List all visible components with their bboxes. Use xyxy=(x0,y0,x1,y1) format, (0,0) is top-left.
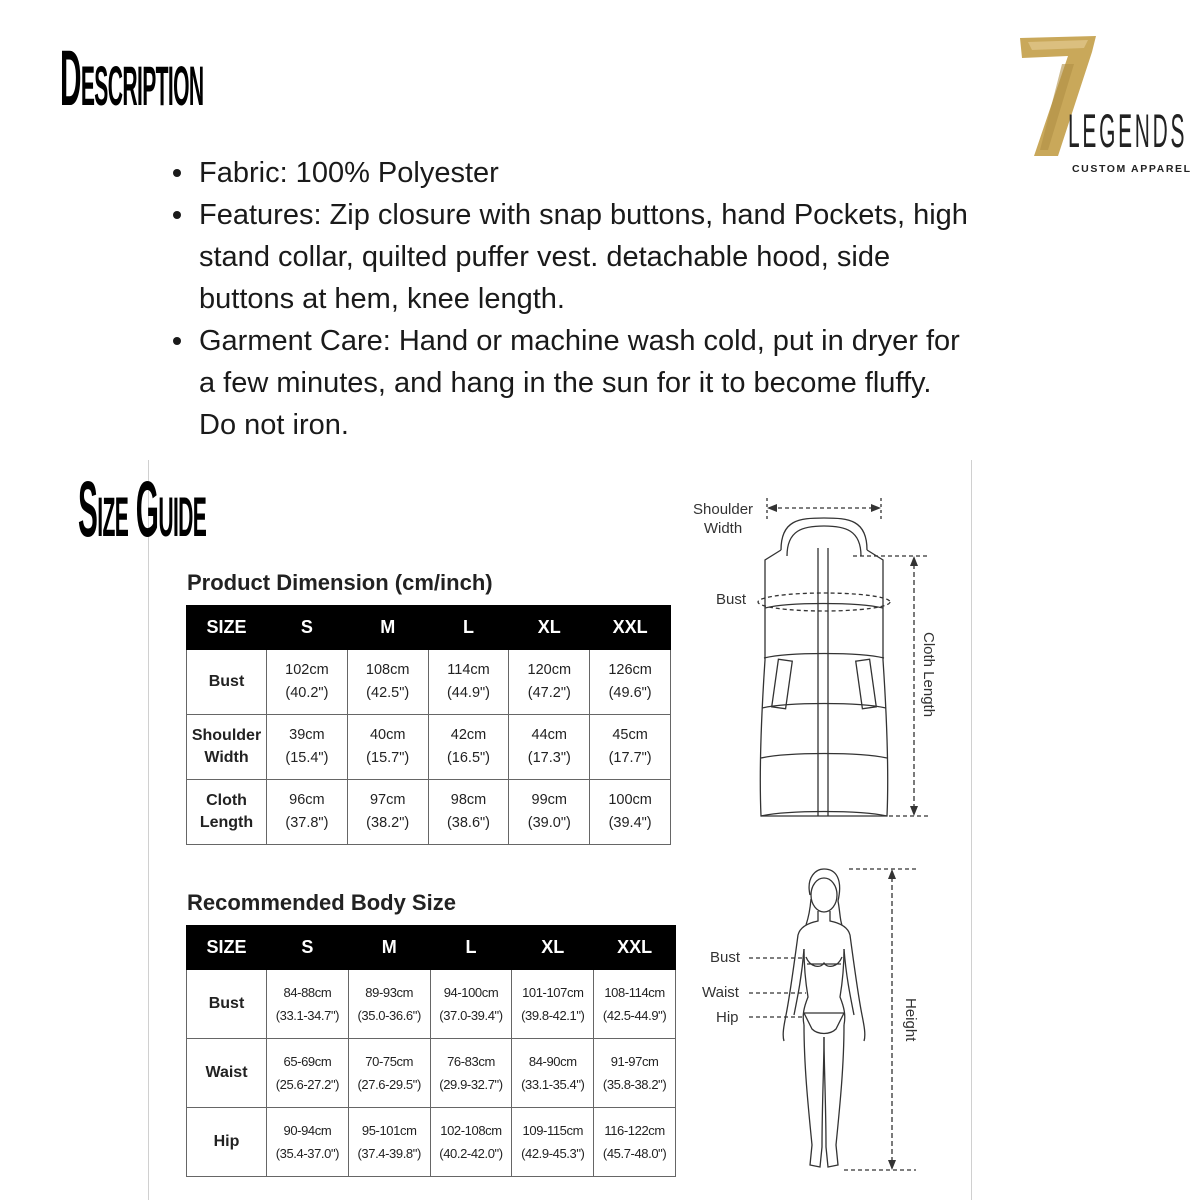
column-header-size: SIZE xyxy=(187,606,267,650)
vest-length-label: Cloth Length xyxy=(920,632,937,718)
vest-diagram xyxy=(729,490,939,830)
body-size-title: Recommended Body Size xyxy=(187,890,456,915)
table-cell: 45cm (17.7") xyxy=(590,715,671,780)
table-cell: 42cm (16.5") xyxy=(428,715,509,780)
column-header-m: M xyxy=(348,926,430,970)
table-cell: 97cm (38.2") xyxy=(347,780,428,845)
column-header-size: SIZE xyxy=(187,926,267,970)
table-cell: 109-115cm (42.9-45.3") xyxy=(512,1108,594,1177)
body-height-label: Height xyxy=(902,998,919,1042)
table-cell: 65-69cm (25.6-27.2") xyxy=(267,1039,349,1108)
table-row xyxy=(187,970,676,1039)
table-cell: 91-97cm (35.8-38.2") xyxy=(594,1039,676,1108)
body-size-table xyxy=(186,925,676,1177)
table-cell: 116-122cm (45.7-48.0") xyxy=(594,1108,676,1177)
table-row xyxy=(187,1039,676,1108)
body-waist-label: Waist xyxy=(702,984,739,1001)
table-row xyxy=(187,715,671,780)
logo-tagline: CUSTOM APPAREL xyxy=(1072,163,1192,175)
size-guide-heading: Size Guide xyxy=(78,466,207,555)
column-header-xl: XL xyxy=(512,926,594,970)
table-cell: 102-108cm (40.2-42.0") xyxy=(430,1108,512,1177)
column-header-s: S xyxy=(267,926,349,970)
column-header-m: M xyxy=(347,606,428,650)
table-cell: 39cm (15.4") xyxy=(267,715,348,780)
column-header-xxl: XXL xyxy=(590,606,671,650)
column-header-xxl: XXL xyxy=(594,926,676,970)
table-cell: 96cm (37.8") xyxy=(267,780,348,845)
size-guide-card xyxy=(148,460,972,1200)
table-cell: 114cm (44.9") xyxy=(428,650,509,715)
logo-word: LEGENDS xyxy=(1068,105,1188,158)
table-cell: 76-83cm (29.9-32.7") xyxy=(430,1039,512,1108)
table-cell: 126cm (49.6") xyxy=(590,650,671,715)
vest-bust-label: Bust xyxy=(716,591,747,608)
table-cell: 95-101cm (37.4-39.8") xyxy=(348,1108,430,1177)
table-cell: 108cm (42.5") xyxy=(347,650,428,715)
brand-logo xyxy=(1018,34,1196,175)
row-label: Hip xyxy=(187,1108,267,1177)
table-cell: 94-100cm (37.0-39.4") xyxy=(430,970,512,1039)
table-row xyxy=(187,650,671,715)
column-header-xl: XL xyxy=(509,606,590,650)
description-heading: Description xyxy=(60,35,204,124)
row-label: Bust xyxy=(187,970,267,1039)
row-label: Waist xyxy=(187,1039,267,1108)
table-row xyxy=(187,780,671,845)
product-dimension-table xyxy=(186,605,671,845)
column-header-l: L xyxy=(428,606,509,650)
row-label: Bust xyxy=(187,650,267,715)
description-item-care: Garment Care: Hand or machine wash cold, put in dryer for a few minutes, and hang in the sun for it to become fluffy. Do not iron. xyxy=(199,320,969,446)
table-cell: 90-94cm (35.4-37.0") xyxy=(267,1108,349,1177)
description-item-features: Features: Zip closure with snap buttons, hand Pockets, high stand collar, quilted puffer vest. detachable hood, side buttons at hem, knee length. xyxy=(199,194,969,320)
vest-shoulder-label: Shoulder Width xyxy=(693,501,754,537)
description-item-fabric: Fabric: 100% Polyester xyxy=(199,152,969,194)
row-label: Shoulder Width xyxy=(187,715,267,780)
table-header-row xyxy=(187,926,676,970)
table-cell: 99cm (39.0") xyxy=(509,780,590,845)
table-cell: 40cm (15.7") xyxy=(347,715,428,780)
product-dimension-title: Product Dimension (cm/inch) xyxy=(187,570,493,595)
column-header-s: S xyxy=(267,606,348,650)
table-cell: 84-88cm (33.1-34.7") xyxy=(267,970,349,1039)
table-row xyxy=(187,1108,676,1177)
table-cell: 84-90cm (33.1-35.4") xyxy=(512,1039,594,1108)
table-cell: 98cm (38.6") xyxy=(428,780,509,845)
table-header-row xyxy=(187,606,671,650)
description-list xyxy=(199,152,969,446)
table-cell: 100cm (39.4") xyxy=(590,780,671,845)
body-hip-label: Hip xyxy=(716,1009,739,1026)
table-cell: 120cm (47.2") xyxy=(509,650,590,715)
table-cell: 44cm (17.3") xyxy=(509,715,590,780)
table-cell: 70-75cm (27.6-29.5") xyxy=(348,1039,430,1108)
table-cell: 108-114cm (42.5-44.9") xyxy=(594,970,676,1039)
row-label: Cloth Length xyxy=(187,780,267,845)
column-header-l: L xyxy=(430,926,512,970)
table-cell: 89-93cm (35.0-36.6") xyxy=(348,970,430,1039)
table-cell: 102cm (40.2") xyxy=(267,650,348,715)
body-bust-label: Bust xyxy=(710,949,741,966)
table-cell: 101-107cm (39.8-42.1") xyxy=(512,970,594,1039)
